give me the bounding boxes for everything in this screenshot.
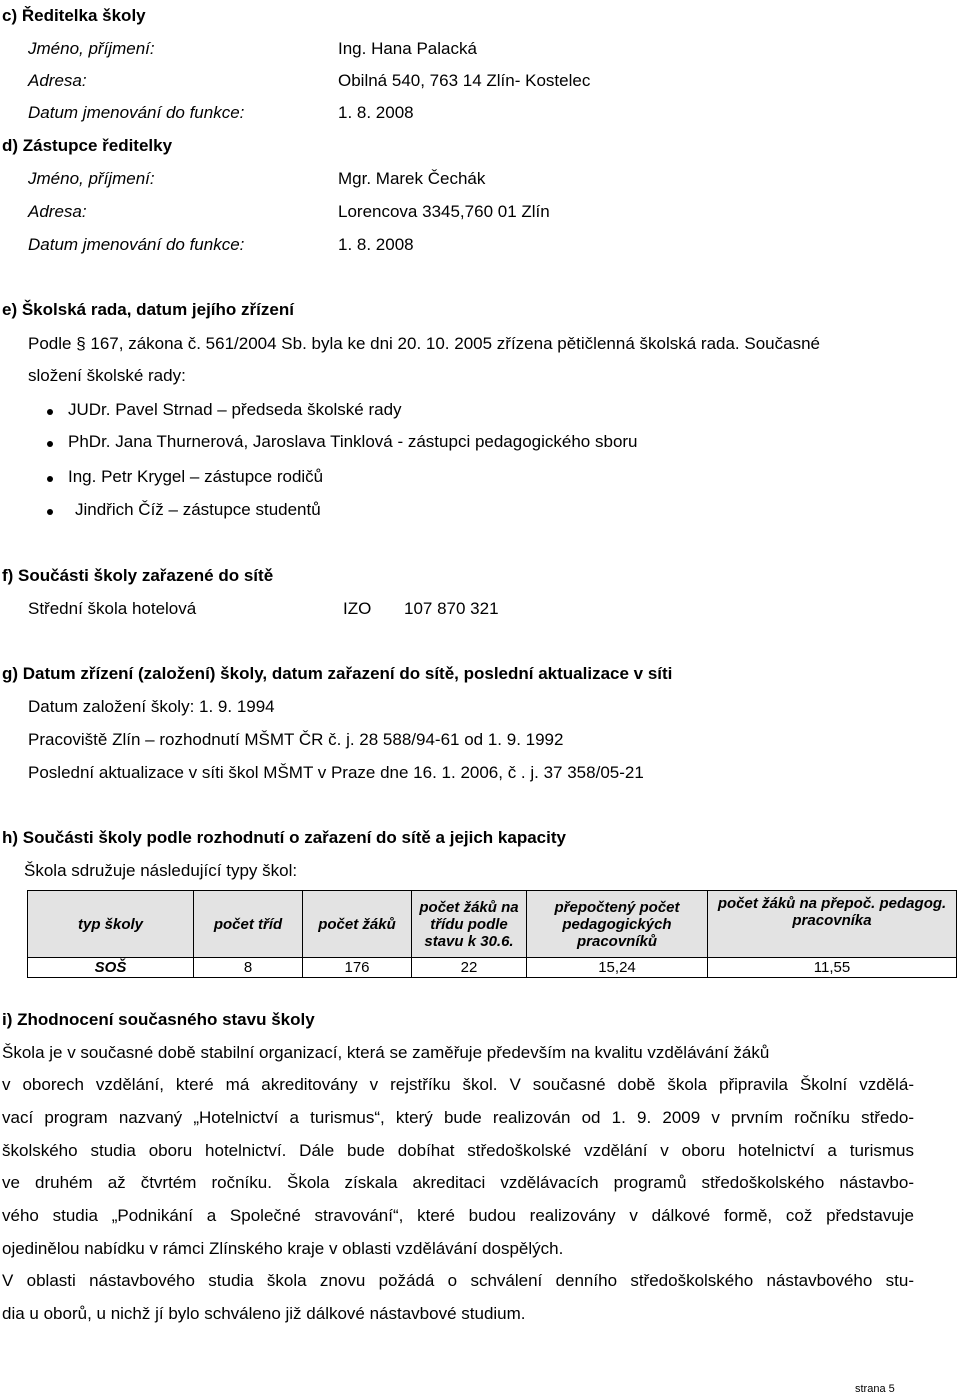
section-c-heading: c) Ředitelka školy xyxy=(2,6,146,25)
evaluation-line-2: v oborech vzdělání, které má akreditovány v rejstříku škol. V současné době škola připravila Školní vzdělá- xyxy=(2,1075,914,1094)
header-students-per-class: počet žáků na třídu podle stavu k 30.6. xyxy=(412,891,527,958)
cell-class-count: 8 xyxy=(194,958,303,978)
izo-value: 107 870 321 xyxy=(404,599,499,618)
section-f-heading: f) Součásti školy zařazené do sítě xyxy=(2,566,274,585)
cell-student-count: 176 xyxy=(303,958,412,978)
board-member-3: Ing. Petr Krygel – zástupce rodičů xyxy=(68,467,324,486)
table-header-row xyxy=(28,891,957,958)
school-name: Střední škola hotelová xyxy=(28,599,197,618)
deputy-date-label: Datum jmenování do funkce: xyxy=(28,235,245,254)
evaluation-line-8: V oblasti nástavbového studia škola znovu požádá o schválení denního středoškolského nástavbového stu- xyxy=(2,1271,914,1290)
bullet-icon xyxy=(47,476,53,482)
header-class-count: počet tříd xyxy=(194,891,303,958)
deputy-date-value: 1. 8. 2008 xyxy=(338,235,414,254)
principal-address-label: Adresa: xyxy=(28,71,87,90)
bullet-icon xyxy=(47,441,53,447)
principal-name-value: Ing. Hana Palacká xyxy=(338,39,477,58)
capacity-table xyxy=(27,890,957,978)
deputy-address-label: Adresa: xyxy=(28,202,87,221)
principal-date-value: 1. 8. 2008 xyxy=(338,103,414,122)
principal-date-label: Datum jmenování do funkce: xyxy=(28,103,245,122)
evaluation-line-3: vací program nazvaný „Hotelnictví a turismus“, který bude realizován od 1. 9. 2009 v prvním ročníku středo- xyxy=(2,1108,914,1127)
bullet-icon xyxy=(47,509,53,515)
section-d-heading: d) Zástupce ředitelky xyxy=(2,136,173,155)
cell-students-per-teacher: 11,55 xyxy=(708,958,957,978)
deputy-name-label: Jméno, příjmení: xyxy=(28,169,155,188)
cell-teacher-fte: 15,24 xyxy=(527,958,708,978)
board-member-1: JUDr. Pavel Strnad – předseda školské rady xyxy=(68,400,402,419)
header-school-type: typ školy xyxy=(28,891,194,958)
deputy-name-value: Mgr. Marek Čechák xyxy=(338,169,486,188)
header-teacher-fte: přepočtený počet pedagogických pracovníků xyxy=(527,891,708,958)
network-inclusion: Pracoviště Zlín – rozhodnutí MŠMT ČR č. j. 28 588/94-61 od 1. 9. 1992 xyxy=(28,730,564,749)
bullet-icon xyxy=(47,409,53,415)
section-h-heading: h) Součásti školy podle rozhodnutí o zařazení do sítě a jejich kapacity xyxy=(2,828,566,847)
cell-students-per-class: 22 xyxy=(412,958,527,978)
school-types-intro: Škola sdružuje následující typy škol: xyxy=(24,861,298,880)
school-board-text-line1: Podle § 167, zákona č. 561/2004 Sb. byla ke dni 20. 10. 2005 zřízena pětičlenná školská rada. Současné xyxy=(28,334,820,353)
evaluation-line-7: ojedinělou nabídku v rámci Zlínského kraje v oblasti vzdělávání dospělých. xyxy=(2,1239,564,1258)
school-board-text-line2: složení školské rady: xyxy=(28,366,186,385)
page-number: strana 5 xyxy=(855,1383,895,1395)
header-students-per-teacher: počet žáků na přepoč. pedagog. pracovníka xyxy=(708,891,957,958)
board-member-4: Jindřich Číž – zástupce studentů xyxy=(75,500,321,519)
evaluation-line-6: vého studia „Podnikání a Společné stravování“, které budou realizovány v dálkové formě, což představuje xyxy=(2,1206,914,1225)
deputy-address-value: Lorencova 3345,760 01 Zlín xyxy=(338,202,550,221)
principal-name-label: Jméno, příjmení: xyxy=(28,39,155,58)
izo-label: IZO xyxy=(343,599,372,618)
evaluation-line-4: školského studia oboru hotelnictví. Dále bude dobíhat středoškolské vzdělání v oboru hotelnictví a turismus xyxy=(2,1141,914,1160)
header-student-count: počet žáků xyxy=(303,891,412,958)
evaluation-line-9: dia u oborů, u nichž jí bylo schváleno již dálkové nástavbové studium. xyxy=(2,1304,526,1323)
section-e-heading: e) Školská rada, datum jejího zřízení xyxy=(2,300,294,319)
board-member-2: PhDr. Jana Thurnerová, Jaroslava Tinklová - zástupci pedagogického sboru xyxy=(68,432,638,451)
last-update: Poslední aktualizace v síti škol MŠMT v Praze dne 16. 1. 2006, č . j. 37 358/05-21 xyxy=(28,763,644,782)
table-row xyxy=(28,958,957,978)
section-g-heading: g) Datum zřízení (založení) školy, datum zařazení do sítě, poslední aktualizace v síti xyxy=(2,664,673,683)
evaluation-line-1: Škola je v současné době stabilní organizací, která se zaměřuje především na kvalitu vzdělávání žáků xyxy=(2,1043,770,1062)
evaluation-line-5: ve druhém až čtvrtém ročníku. Škola získala akreditaci vzdělávacích programů středoškolského nástavbo- xyxy=(2,1173,914,1192)
founding-date: Datum založení školy: 1. 9. 1994 xyxy=(28,697,275,716)
cell-school-type: SOŠ xyxy=(28,958,194,978)
section-i-heading: i) Zhodnocení současného stavu školy xyxy=(2,1010,315,1029)
principal-address-value: Obilná 540, 763 14 Zlín- Kostelec xyxy=(338,71,591,90)
